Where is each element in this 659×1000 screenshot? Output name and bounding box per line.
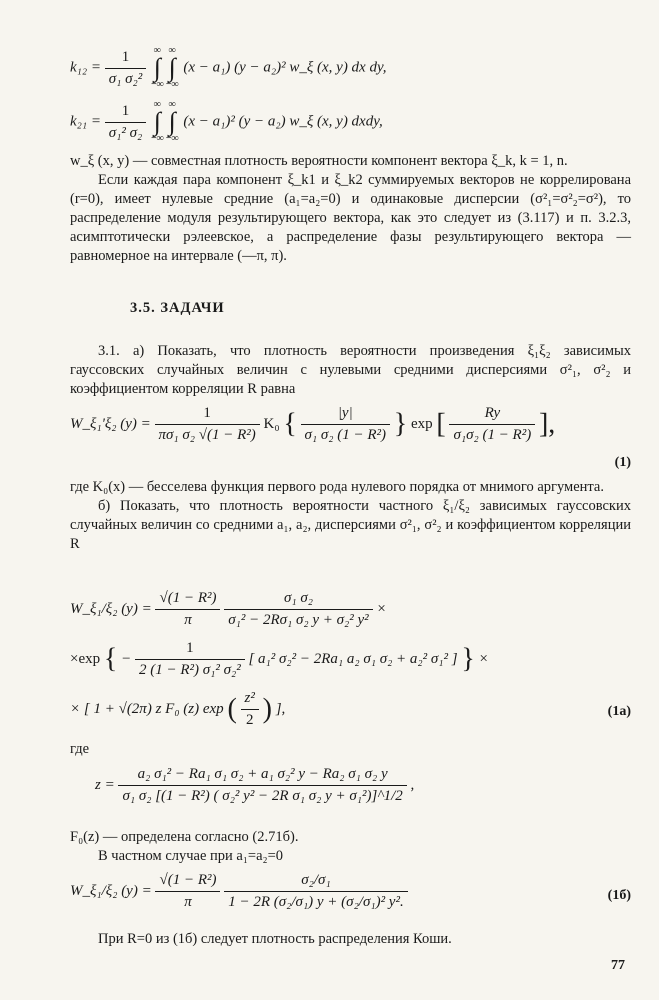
formula-lhs: W_ξ₁/ξ₂ (y) = [70, 600, 152, 617]
paragraph-block-5 [70, 930, 631, 949]
formula-eq1: W_ξ₁'ξ₂ (y) = $\frac{1}{\text{πσ₁ σ₂ √(1 − R²)}}$ K₀ { $\frac{|y|}{\text{σ₁ σ₂ (1 − R²)}}$ } exp [ $\frac{Ry}{\text{σ₁σ₂ (1 − R²)}}$ ], (1) [70, 405, 631, 470]
paragraph-cauchy: При R=0 из (1б) следует плотность распределения Коши. [98, 931, 452, 947]
formula-eq1a-line3: × [ 1 + √(2π) z F₀ (z) exp ( $\frac{\text{z²}}{2}$ ) ], (1a) [70, 690, 631, 728]
integral-sign: ∞ ∫ −∞ [150, 99, 164, 144]
formula-lhs: z = [95, 776, 115, 793]
paragraph-block-2 [70, 342, 631, 399]
paragraph-block-1 [70, 152, 631, 266]
paragraph-rayleigh: Если каждая пара компонент ξ_k1 и ξ_k2 суммируемых векторов не коррелирована (r=0), имеет нулевые средние (a₁=a₂=0) и одинаковые дисперсии (σ²₁=σ²₂=σ²), то распределение модуля результирующего вектора, как это следует из (3.117) и п. 3.2.3, асимптотически рэлеевское, а распределение фазы результирующего вектора — равномерное на интервале (—π, π). [70, 172, 631, 264]
equation-number: (1) [614, 455, 631, 470]
page-number: 77 [611, 958, 625, 973]
paragraph-task-3-1a: 3.1. а) Показать, что плотность вероятности произведения ξ₁ξ₂ зависимых гауссовских случайных величин с нулевыми средними дисперсиями σ²₁, σ²₂ и коэффициентом корреляции R равна [70, 343, 631, 397]
formula-eq1b [70, 872, 631, 911]
formula-lhs: k₂₁ = [70, 113, 101, 130]
formula-lhs: W_ξ₁'ξ₂ (y) = [70, 415, 151, 432]
formula-z: z = $\frac{\text{a₂ σ₁² − Ra₁ σ₁ σ₂ + a₁ σ₂² y − Ra₂ σ₁ σ₂ y}}{\text{σ₁ σ₂ [(1 − R²) ( σ₂² y² − 2R σ₁ σ₂ y + σ₁²)]\textasciicircum{}1/2}}$ , [95, 766, 415, 804]
paragraph-special-case: В частном случае при a₁=a₂=0 [98, 848, 284, 864]
paragraph-task-3-1b: б) Показать, что плотность вероятности частного ξ₁/ξ₂ зависимых гауссовских случайных величин со средними a₁, a₂, дисперсиями σ²₁, σ²₂ и коэффициентом корреляции R [70, 498, 631, 552]
paragraph-where: где [70, 741, 90, 757]
fraction: $\frac{1}{\text{σ₁² σ₂}}$ [105, 103, 146, 142]
paragraph-block-3 [70, 478, 631, 554]
paragraph-k0-definition: где K₀(x) — бесселева функция первого рода нулевого порядка от мнимого аргумента. [70, 479, 604, 495]
formula-k21 [70, 100, 619, 144]
paragraph-wxi-definition: w_ξ (x, y) — совместная плотность вероятности компонент вектора ξ_k, k = 1, n. [70, 153, 568, 169]
equation-number: (1б) [607, 888, 631, 903]
formula-lhs: W_ξ₁/ξ₂ (y) = [70, 882, 152, 899]
fraction: $\frac{\text{√(1 − R²)}}{\pi}$ [155, 590, 220, 629]
fraction: $\frac{\text{σ₁ σ₂}}{\text{σ₁² − 2Rσ₁ σ₂ y + σ₂² y²}}$ [224, 590, 372, 629]
exp-label: exp [410, 415, 433, 432]
formula-lhs: k₁₂ = [70, 59, 101, 76]
formula-eq1a-line2: ×exp { − $\frac{1}{\text{2 (1 − R²) σ₁² σ₂²}}$ [ a₁² σ₂² − 2Ra₁ a₂ σ₁ σ₂ + a₂² σ₁² ] } × [70, 640, 489, 678]
fraction: $\frac{Ry}{\text{σ₁σ₂ (1 − R²)}}$ [449, 405, 535, 444]
equation-number: (1a) [607, 704, 631, 719]
integral-sign: ∞ ∫ −∞ [150, 45, 164, 90]
integrand: (x − a₁)² (y − a₂) w_ξ (x, y) dxdy, [183, 113, 383, 130]
integrand: (x − a₁) (y − a₂)² w_ξ (x, y) dx dy, [183, 59, 387, 76]
integral-sign: ∞ ∫ −∞ [165, 45, 179, 90]
paragraph-block-4 [70, 828, 631, 866]
fraction: $\frac{1}{\text{πσ₁ σ₂ √(1 − R²)}}$ [155, 405, 260, 444]
fraction: $\frac{\text{z²}}{2}$ [241, 690, 259, 729]
section-heading: 3.5. ЗАДАЧИ [130, 300, 225, 316]
formula-k12 [70, 46, 619, 90]
fraction: $\frac{\text{σ₂/σ₁}}{\text{1 − 2R (σ₂/σ₁) y + (σ₂/σ₁)² y².}}$ [224, 872, 407, 911]
bessel-k0: K₀ [263, 415, 280, 432]
fraction: $\frac{1}{\text{σ₁ σ₂²}}$ [105, 49, 146, 88]
formula-eq1a-line1: W_ξ₁/ξ₂ (y) = $\frac{\text{√(1 − R²)}}{\pi}$ $\frac{\text{σ₁ σ₂}}{\text{σ₁² − 2Rσ₁ σ₂ y + σ₂² y²}}$ × [70, 590, 387, 628]
paragraph-f0-definition: F₀(z) — определена согласно (2.71б). [70, 829, 299, 845]
fraction: $\frac{|y|}{\text{σ₁ σ₂ (1 − R²)}}$ [301, 405, 391, 444]
fraction: $\frac{\text{√(1 − R²)}}{\pi}$ [155, 872, 220, 911]
fraction: $\frac{1}{\text{2 (1 − R²) σ₁² σ₂²}}$ [135, 640, 245, 679]
fraction: $\frac{\text{a₂ σ₁² − Ra₁ σ₁ σ₂ + a₁ σ₂² y − Ra₂ σ₁ σ₂ y}}{\text{σ₁ σ₂ [(1 − R²) ( σ₂² y² − 2R σ₁ σ₂ y + σ₁²)]\textasciicircum{}1/2}}$ [118, 766, 406, 805]
integral-sign: ∞ ∫ −∞ [165, 99, 179, 144]
